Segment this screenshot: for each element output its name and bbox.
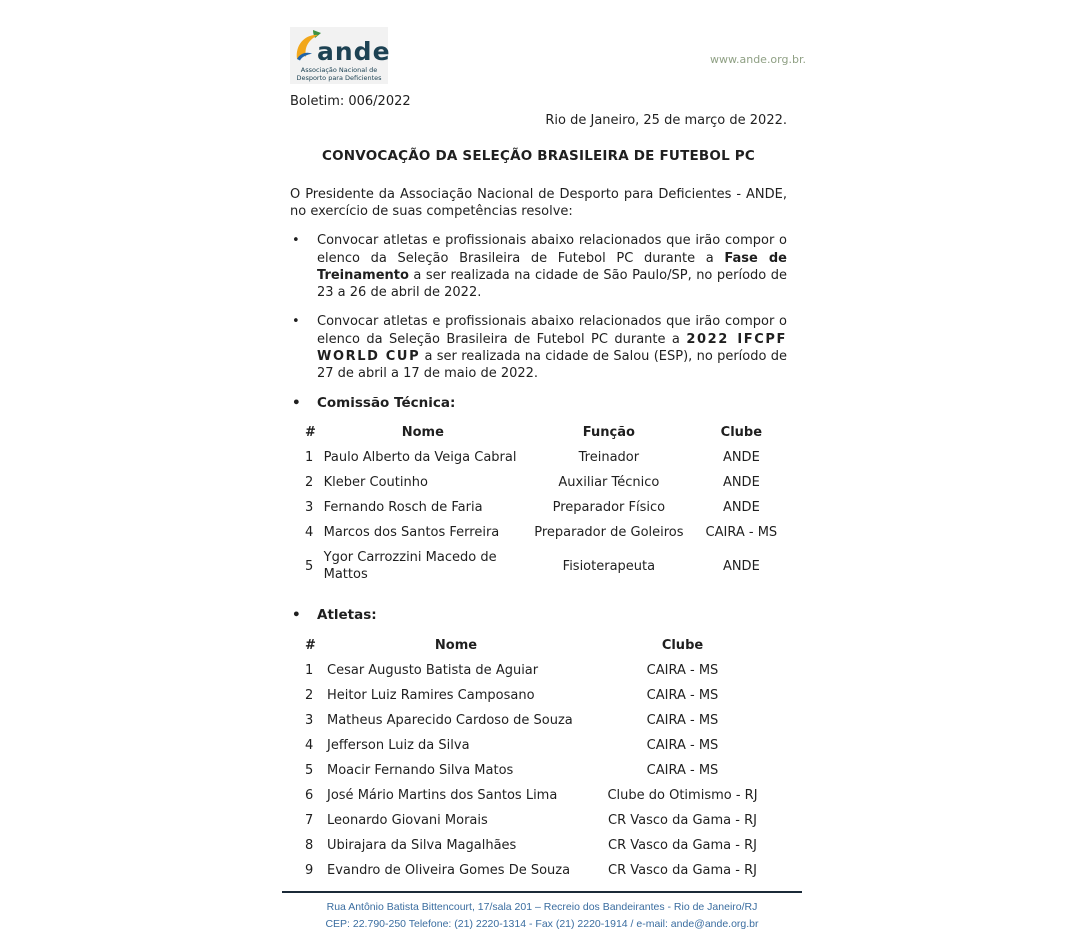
cell-name: Paulo Alberto da Veiga Cabral	[323, 450, 517, 466]
table-row	[305, 445, 787, 470]
bullet-world-cup	[290, 313, 787, 382]
cell-role: Treinador	[578, 450, 640, 466]
bulletin-number: Boletim: 006/2022	[290, 94, 411, 109]
section-heading-commission: • Comissão Técnica:	[292, 394, 456, 411]
bullet2-text-pre: Convocar atletas e profissionais abaixo relacionados que irão compor o elenco da Seleção Brasileira de Futebol PC durante a	[317, 314, 787, 347]
cell-name: Ubirajara da Silva Magalhães	[327, 838, 517, 854]
col-header-club: Clube	[661, 638, 704, 654]
cell-name: Marcos dos Santos Ferreira	[323, 525, 500, 541]
cell-club: CAIRA - MS	[646, 738, 719, 754]
cell-club: ANDE	[722, 475, 760, 491]
footer-address-line: Rua Antônio Batista Bittencourt, 17/sala 201 – Recreio dos Bandeirantes - Rio de Janeiro/RJ	[326, 901, 758, 914]
section-heading-athletes: • Atletas:	[292, 607, 377, 624]
cell-role: Preparador Físico	[552, 500, 666, 516]
bullet-dot: •	[292, 314, 300, 330]
col-header-role: Função	[582, 425, 635, 441]
cell-club: CR Vasco da Gama - RJ	[608, 838, 757, 854]
cell-number: 6	[305, 788, 314, 804]
commission-table	[305, 420, 787, 587]
cell-number: 7	[305, 813, 314, 829]
cell-club: CR Vasco da Gama - RJ	[608, 863, 757, 879]
cell-name: Evandro de Oliveira Gomes De Souza	[327, 863, 571, 879]
commission-header-row	[305, 420, 787, 445]
cell-club: CAIRA - MS	[705, 525, 778, 541]
bullet1-text-post: a ser realizada na cidade de São Paulo/SP, no período de 23 a 26 de abril de 2022.	[317, 267, 787, 301]
logo-wordmark: ande	[317, 37, 391, 66]
cell-number: 1	[305, 450, 314, 466]
col-header-name: Nome	[434, 638, 478, 654]
cell-number: 3	[305, 500, 314, 516]
cell-number: 1	[305, 663, 314, 679]
intro-paragraph: O Presidente da Associação Nacional de Desporto para Deficientes - ANDE, no exercício de suas competências resolve:	[290, 187, 787, 219]
table-row	[305, 708, 780, 733]
cell-name: Matheus Aparecido Cardoso de Souza	[327, 713, 573, 729]
cell-club: CAIRA - MS	[646, 688, 719, 704]
bullet-dot: •	[292, 233, 300, 249]
athletes-section	[290, 607, 787, 625]
document-page	[290, 0, 806, 883]
table-row	[305, 658, 780, 683]
table-row	[305, 545, 787, 587]
table-row	[305, 808, 780, 833]
bullet1-text-pre: Convocar atletas e profissionais abaixo relacionados que irão compor o elenco da Seleção Brasileira de Futebol PC durante a	[317, 233, 787, 266]
bullet-dot: •	[292, 394, 301, 411]
cell-name: Leonardo Giovani Morais	[327, 813, 488, 829]
cell-role: Preparador de Goleiros	[534, 525, 684, 541]
cell-name: Jefferson Luiz da Silva	[327, 738, 470, 754]
resolution-list	[290, 232, 787, 412]
athletes-table	[305, 633, 780, 883]
col-header-number: #	[305, 638, 316, 654]
cell-club: ANDE	[722, 500, 760, 516]
logo-subtitle-line1: Associação Nacional de	[300, 66, 378, 74]
cell-club: ANDE	[722, 558, 760, 574]
col-header-club: Clube	[720, 425, 763, 441]
cell-number: 4	[305, 525, 314, 541]
table-row	[305, 733, 780, 758]
page-footer	[282, 891, 802, 933]
cell-name: José Mário Martins dos Santos Lima	[327, 788, 558, 804]
cell-club: CAIRA - MS	[646, 713, 719, 729]
date-line: Rio de Janeiro, 25 de março de 2022.	[545, 113, 787, 128]
footer-contact-line: CEP: 22.790-250 Telefone: (21) 2220-1314 - Fax (21) 2220-1914 / e-mail: ande@ande.org.br	[325, 918, 759, 931]
table-row	[305, 833, 780, 858]
logo-subtitle-line2: Desporto para Deficientes	[296, 74, 382, 83]
table-row	[305, 858, 780, 883]
cell-name: Kleber Coutinho	[323, 475, 428, 491]
cell-name: Cesar Augusto Batista de Aguiar	[327, 663, 539, 679]
cell-number: 2	[305, 688, 314, 704]
cell-number: 5	[305, 558, 314, 574]
cell-number: 3	[305, 713, 314, 729]
cell-club: ANDE	[722, 450, 760, 466]
cell-number: 5	[305, 763, 314, 779]
cell-club: CAIRA - MS	[646, 663, 719, 679]
table-row	[305, 683, 780, 708]
cell-number: 2	[305, 475, 314, 491]
cell-number: 9	[305, 863, 314, 879]
bullet2-text-bold: 2022 IFCPF WORLD CUP	[317, 331, 788, 364]
cell-number: 8	[305, 838, 314, 854]
cell-role: Auxiliar Técnico	[558, 475, 660, 491]
cell-club: Clube do Otimismo - RJ	[607, 788, 758, 804]
cell-number: 4	[305, 738, 314, 754]
cell-club: CAIRA - MS	[646, 763, 719, 779]
cell-name: Ygor Carrozzini Macedo de Mattos	[323, 550, 497, 583]
cell-role: Fisioterapeuta	[562, 558, 656, 574]
athletes-header-row	[305, 633, 780, 658]
ande-logo	[290, 27, 391, 84]
bullet1-text-bold: Fase de Treinamento	[317, 250, 787, 283]
col-header-number: #	[305, 425, 316, 441]
cell-club: CR Vasco da Gama - RJ	[608, 813, 757, 829]
cell-name: Moacir Fernando Silva Matos	[327, 763, 514, 779]
bullet-dot: •	[292, 607, 301, 624]
table-row	[305, 758, 780, 783]
website-url: www.ande.org.br.	[710, 53, 806, 66]
table-row	[305, 783, 780, 808]
table-row	[305, 495, 787, 520]
footer-divider	[282, 891, 802, 893]
cell-name: Fernando Rosch de Faria	[323, 500, 483, 516]
document-title: CONVOCAÇÃO DA SELEÇÃO BRASILEIRA DE FUTEBOL PC	[322, 148, 755, 164]
table-row	[305, 520, 787, 545]
col-header-name: Nome	[401, 425, 444, 441]
table-row	[305, 470, 787, 495]
cell-name: Heitor Luiz Ramires Camposano	[327, 688, 535, 704]
bullet-training-phase	[290, 232, 787, 301]
bullet2-text-post: a ser realizada na cidade de Salou (ESP), no período de 27 de abril a 17 de maio de 2022.	[317, 348, 787, 382]
